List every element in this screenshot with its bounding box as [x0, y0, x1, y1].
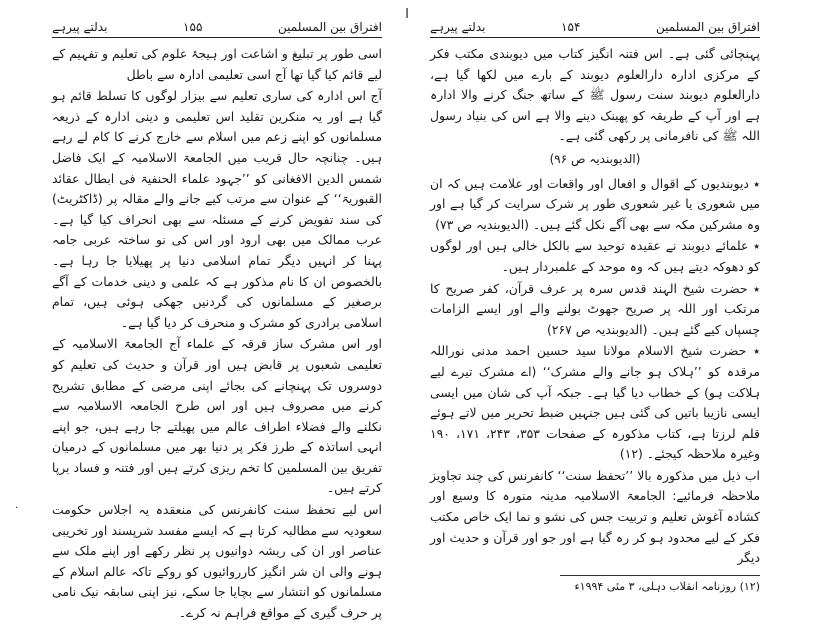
- paragraph: اور اس مشرک ساز فرقہ کے علماء آج الجامعۃ الاسلامیہ کے تعلیمی شعبوں پر قابض ہیں اور قرآن و حدیث کی تعلیم کو دوسروں تک پہنچانے کی بجائے اپنی مرضی کے مطابق تشریح کرنے میں مصروف ہیں اور اس طرح الجامعہ الاسلامیہ سے نکلنے والے فضلاء اطراف عالم میں پھیلتے جا رہے ہیں، جو اپنے انہی اساتذہ کے طرز فکر پر دنیا بھر میں مسلمانوں کے درمیان تفریق بین المسلمین کا تخم ریزی کرتے ہیں اور فتنہ و فساد برپا کرتے ہیں۔: [52, 336, 382, 496]
- citation: (الدیوبندیہ ص ۹۶): [549, 151, 641, 166]
- left-page: [0, 0, 405, 621]
- footnote: (۱۲) روزنامہ انقلاب دہلی، ۳ مئی ۱۹۹۴ء: [574, 579, 760, 593]
- header-rule: [430, 37, 760, 38]
- closing-paragraph: اب ذیل میں مذکورہ بالا ’’تحفظ سنت‘‘ کانفرنس کی چند تجاویز ملاحظہ فرمائیے: الجامعۃ الاسلامیہ مدینہ منورہ کا وسیع اور کشادہ آغوش تعلیم و تربیت جس کی نشو و نما ایک خاص مکتب فکر کے لیے محدود ہو کر رہ گیا ہے اور جو اور قرآن و حدیث اور دیگر: [430, 467, 760, 566]
- list-item: ٭ علمائے دیوبند نے عقیدہ توحید سے بالکل خالی ہیں اور لوگوں کو دھوکہ دیتے ہیں کہ وہ موحد کے علمبردار ہیں۔: [430, 238, 760, 274]
- margin-mark: ·: [15, 503, 19, 514]
- header-subtitle: بدلتے پیرہے: [430, 20, 486, 34]
- page-body: [430, 44, 760, 594]
- header-subtitle: بدلتے پیرہے: [52, 20, 108, 34]
- page-header: [430, 18, 760, 36]
- header-title: افتراق بین المسلمین: [278, 20, 382, 34]
- right-page: [410, 0, 819, 593]
- paragraph: اس لیے تحفظ سنت کانفرنس کی منعقدہ یہ اجلاس حکومت سعودیہ سے مطالبہ کرتا ہے کہ ایسے مفسد شرپسند اور تخریبی عناصر اور ان کی ریشہ دوانیوں پر نظر رکھے اور اپنے ملک سے ہونے والی ان شر انگیز کارروائیوں کو روکے تاکہ عالم اسلام کے مسلمانوں کو انتشار سے بچایا جا سکے، نیز اپنی سابقہ نیک نامی پر حرف گیری کے مواقع فراہم نہ کرے۔: [52, 502, 382, 621]
- page-number: ۱۵۴: [561, 20, 581, 34]
- paragraph: پہنچائی گئی ہے۔ اس فتنہ انگیز کتاب میں دیوبندی مکتب فکر کے مرکزی ادارہ دارالعلوم دیوبند کے بارے میں لکھا گیا ہے، دارالعلوم دیوبند سنت رسول ﷺ کے ساتھ جنگ کرنے والا ادارہ ہے اور آپ کے طریقہ کو پھینک دینے والا ہے اس کی بنیاد رسول اللہ ﷺ کی نافرمانی پر رکھی گئی ہے۔: [430, 46, 760, 144]
- paragraph: آج اس ادارہ کی ساری تعلیم سے بیزار لوگوں کا تسلط قائم ہو گیا ہے اور یہ منکرین تقلید اس تعلیمی و دینی ادارہ کے ذریعہ مسلمانوں کو اپنے زعم میں اسلام سے خارج کرنے کا کام لے رہے ہیں۔ چنانچہ حال قریب میں الجامعۃ الاسلامیہ کے ایک فاضل شمس الدین الافغانی کو ’’جہود علماء الحنفیۃ فی ابطال عقائد القبوریۃ‘‘ کے عنوان سے مرتب کیے جانے والے مقالہ پر (ڈاکٹریٹ) کی سند تفویض کرنے کے مسئلہ سے بھی انحراف کیا گیا ہے۔ عرب ممالک میں بھی ارود اور اس کی نو ساختہ عربی جامہ پہنا کر انہیں دیگر تمام اسلامی دنیا پر پھیلایا جا رہا ہے۔ بالخصوص ان کا نام مذکور ہے کہ علمی و دینی خدمات کے آگے برصغیر کے مسلمانوں کی گردنیں جھکی ہوئی ہیں، تمام اسلامی برادری کو مشرک و منحرف کر دیا گیا ہے۔: [52, 88, 382, 330]
- page-header: [52, 18, 382, 36]
- header-rule: [52, 37, 382, 38]
- header-title: افتراق بین المسلمین: [656, 20, 760, 34]
- gutter-mark: ا: [405, 7, 409, 22]
- paragraph: اسی طور پر تبلیغ و اشاعت اور ہیجۂ علوم کی تعلیم و تفہیم کے لیے قائم کیا گیا تھا آج اسی تعلیمی ادارہ سے باطل: [52, 46, 382, 82]
- list-item: ٭ حضرت شیخ الاسلام مولانا سید حسین احمد مدنی نوراللہ مرقدہ کو ’’ہلاک ہو جانے والے مشرک‘‘ (اے مشرک تیرے لیے ہلاکت ہو) کے خطاب دیا گیا ہے۔ جبکہ آپ کی شان میں ایسی ایسی نازیبا باتیں کی گئی ہیں جنہیں ضبط تحریر میں لاتے ہوئے قلم لرزتا ہے، کتاب مذکورہ کے صفحات ۳۵۳، ۲۴۳، ۱۷۱، ۱۹۰ وغیرہ ملاحظہ کیجئے۔ (۱۲): [430, 343, 760, 462]
- page-body: [52, 44, 382, 625]
- list-item: ٭ حضرت شیخ الہند قدس سرہ پر عرف قرآن، کفر صریح کا مرتکب اور اللہ پر صریح جھوٹ بولنے والے اور ایسے الزامات چسپاں کیے گئے ہیں۔ (الدیوبندیہ ص ۲۶۷): [430, 280, 760, 337]
- list-item: ٭ دیوبندیوں کے اقوال و افعال اور واقعات اور علامت ہیں کہ ان میں شعوری یا غیر شعوری طور پر شرک سرایت کر گیا ہے اور وہ مشرکین مکہ سے بھی آگے نکل گئے ہیں۔ (الدیوبندیہ ص ۷۳): [430, 175, 760, 232]
- footnote-rule: [560, 575, 760, 576]
- page-number: ۱۵۵: [183, 20, 203, 34]
